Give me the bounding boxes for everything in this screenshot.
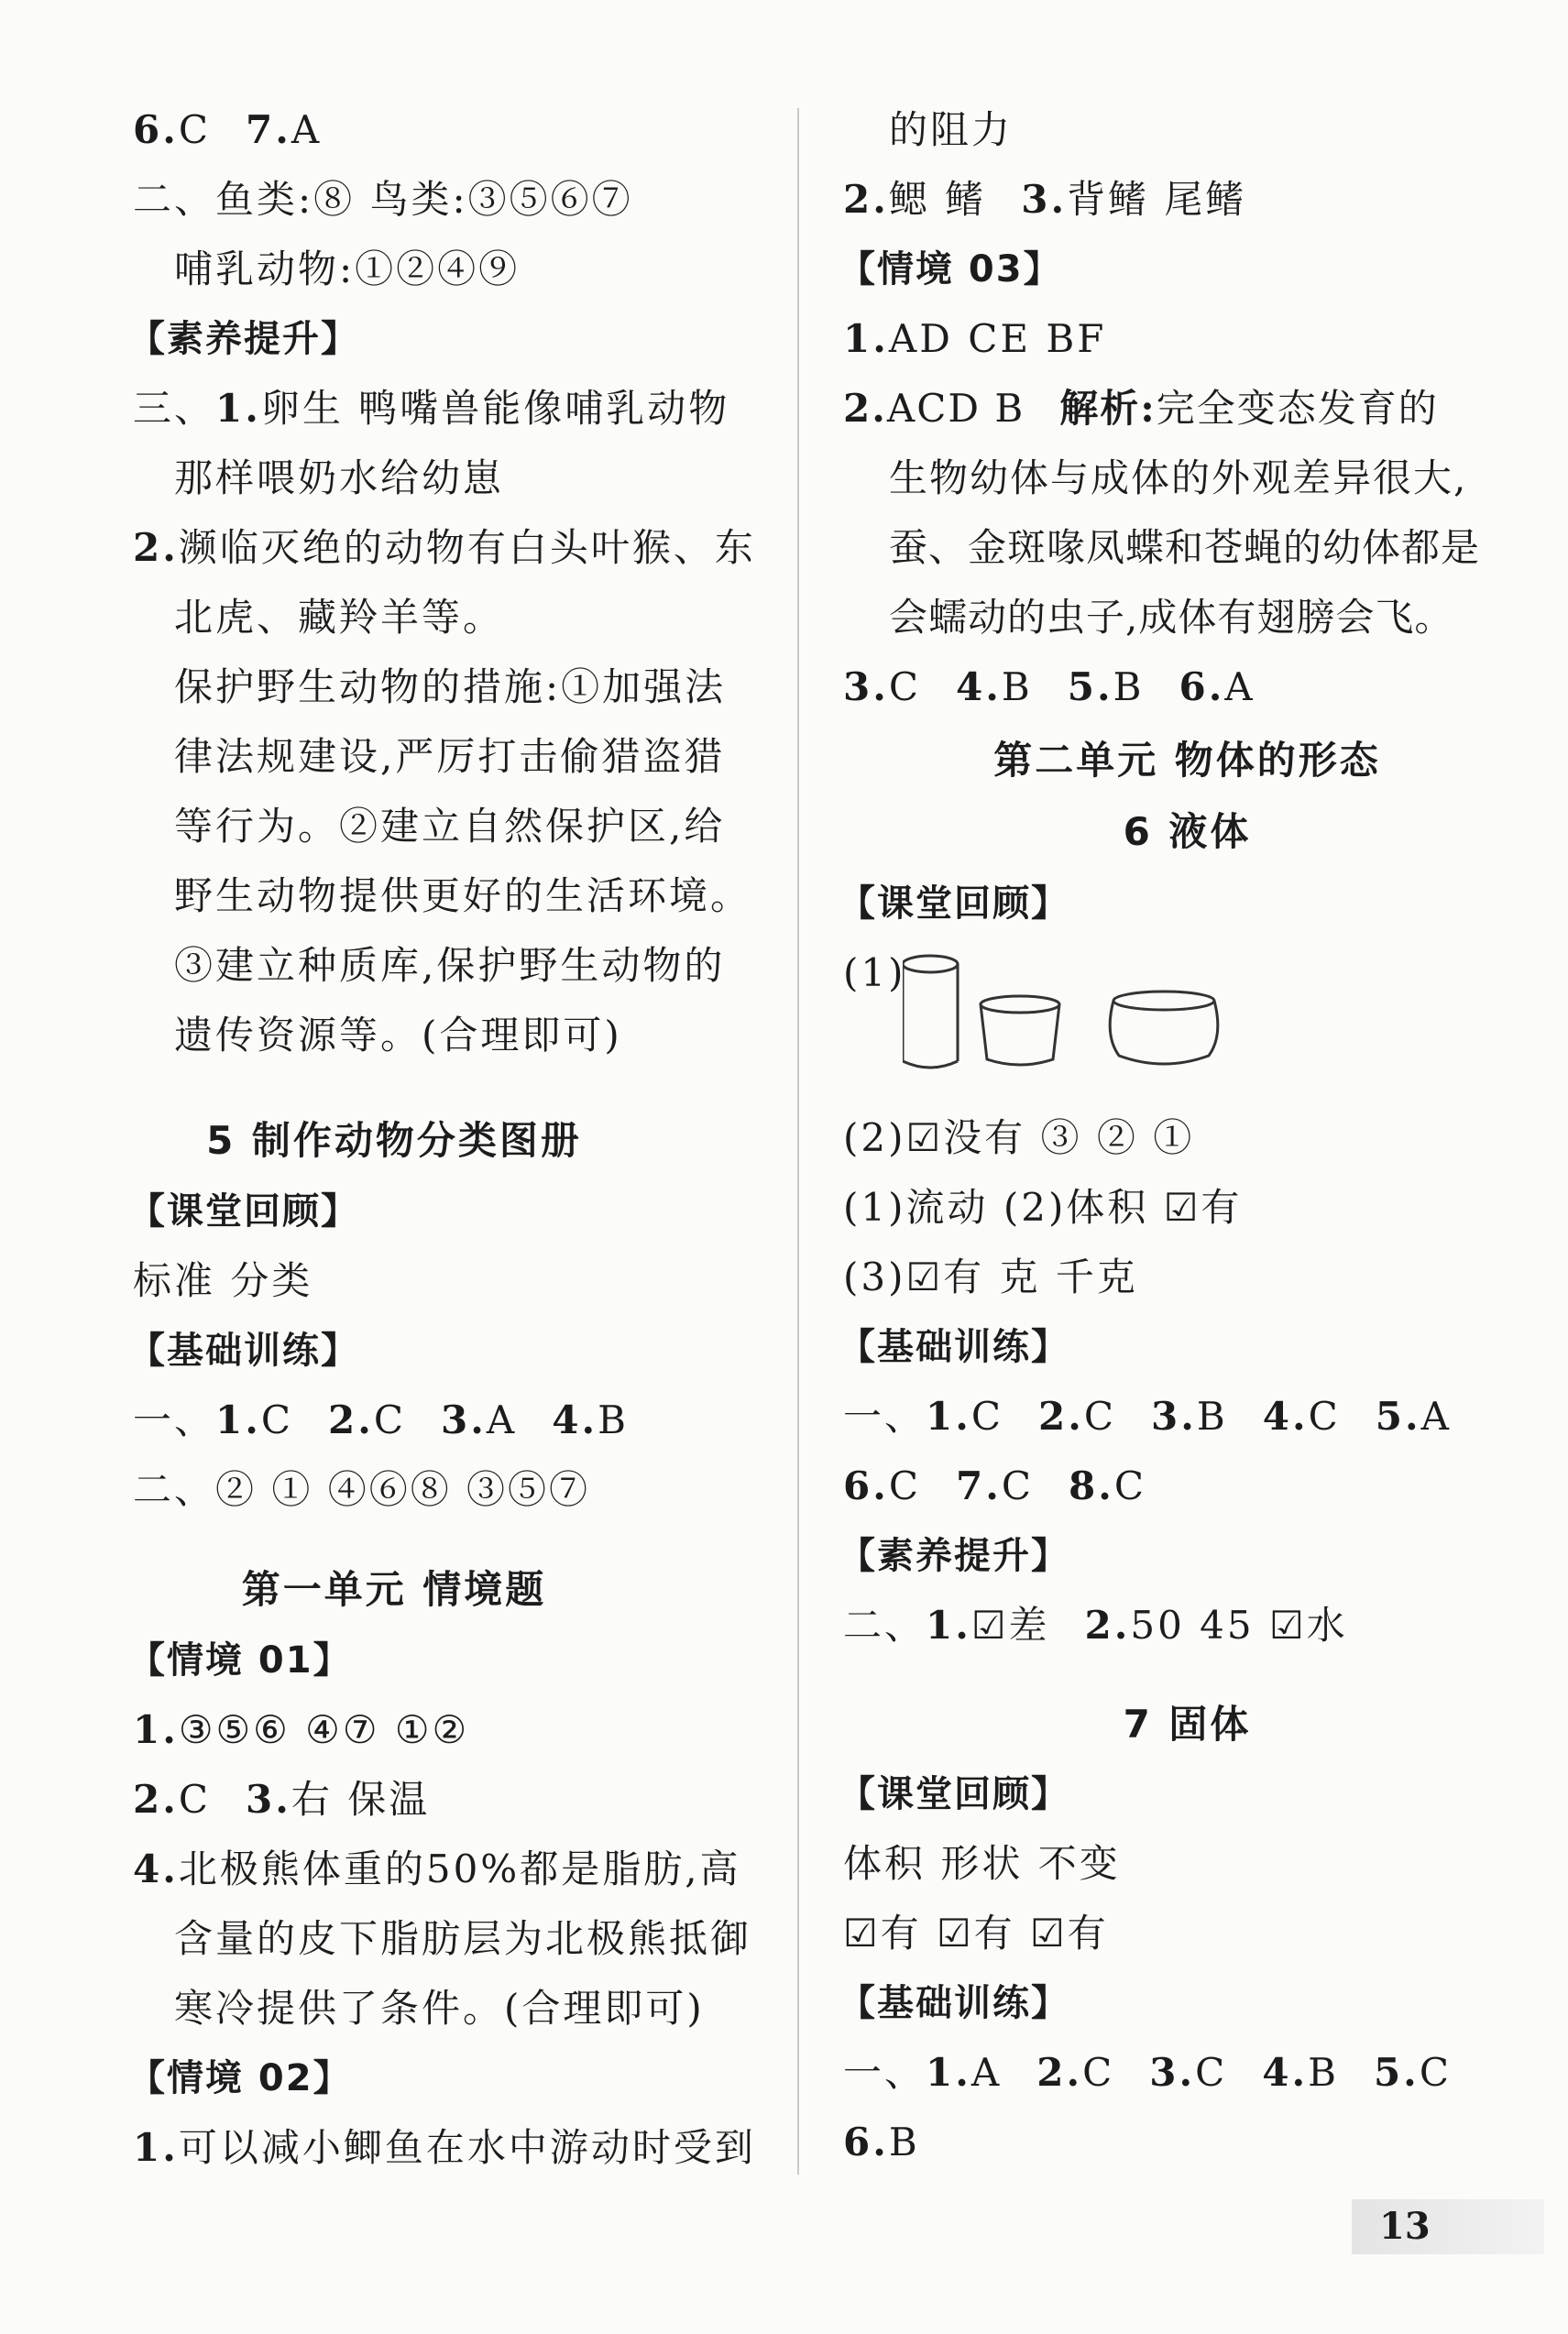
- answer-line: 蚕、金斑喙凤蝶和苍蝇的幼体都是: [889, 525, 1481, 570]
- answer-line: 二、鱼类:⑧ 鸟类:③⑤⑥⑦: [133, 177, 633, 222]
- section-heading: 【基础训练】: [839, 1982, 1069, 2024]
- answer-line: 北虎、藏羚羊等。: [174, 595, 505, 640]
- answer-line: 生物幼体与成体的外观差异很大,: [889, 455, 1468, 500]
- page-number-badge: [1352, 2199, 1544, 2254]
- answer-line: 二、② ① ④⑥⑧ ③⑤⑦: [133, 1467, 591, 1512]
- answer-line: 标准 分类: [133, 1258, 313, 1303]
- answer-line: (1): [843, 950, 906, 995]
- answer-line: 含量的皮下脂肪层为北极熊抵御: [174, 1916, 752, 1961]
- answer-line: 遗传资源等。(合理即可): [174, 1013, 622, 1057]
- answer-line: 2.鳃 鳍 3.背鳍 尾鳍: [843, 177, 1247, 222]
- answer-line: 1.可以减小鲫鱼在水中游动时受到: [133, 2125, 756, 2170]
- section-heading: 【课堂回顾】: [839, 882, 1069, 925]
- section-heading: 【素养提升】: [839, 1535, 1069, 1577]
- answer-line: 那样喂奶水给幼崽: [174, 455, 505, 500]
- unit-title: 第一单元 情境题: [241, 1567, 547, 1612]
- round-bowl-icon: [1110, 992, 1218, 1064]
- answer-line: 二、1.☑差 2.50 45 ☑水: [843, 1603, 1348, 1648]
- tall-cylinder-icon: [903, 956, 958, 1068]
- answer-line: 1.③⑤⑥ ④⑦ ①②: [133, 1707, 470, 1752]
- answer-line: 律法规建设,严厉打击偷猎盗猎: [174, 734, 726, 779]
- answer-line: 保护野生动物的措施:①加强法: [174, 664, 727, 709]
- section-heading: 【课堂回顾】: [839, 1773, 1069, 1815]
- unit-title: 第二单元 物体的形态: [993, 738, 1381, 783]
- answer-line: ☑有 ☑有 ☑有: [843, 1911, 1109, 1956]
- answer-line: 6.C 7.C 8.C: [843, 1463, 1146, 1508]
- section-heading: 【课堂回顾】: [128, 1190, 359, 1233]
- answer-line: 一、1.A 2.C 3.C 4.B 5.C: [843, 2050, 1452, 2095]
- answer-line: 会蠕动的虫子,成体有翅膀会飞。: [889, 595, 1454, 640]
- answer-line: 的阻力: [889, 107, 1014, 152]
- container-shapes-illustration: [903, 953, 1233, 1081]
- section-heading: 【情境 03】: [839, 248, 1062, 290]
- lesson-title: 5 制作动物分类图册: [206, 1118, 582, 1163]
- lesson-title: 7 固体: [1123, 1702, 1252, 1747]
- answer-line: 等行为。②建立自然保护区,给: [174, 804, 726, 849]
- section-heading: 【素养提升】: [128, 318, 359, 360]
- answer-line: 一、1.C 2.C 3.B 4.C 5.A: [843, 1394, 1452, 1439]
- section-heading: 【基础训练】: [839, 1326, 1069, 1368]
- section-heading: 【情境 01】: [128, 1639, 352, 1682]
- answer-line: 哺乳动物:①②④⑨: [174, 247, 521, 291]
- section-heading: 【基础训练】: [128, 1330, 359, 1372]
- answer-line: 野生动物提供更好的生活环境。: [174, 873, 752, 918]
- answer-line: 体积 形状 不变: [843, 1841, 1121, 1886]
- answer-line: 一、1.C 2.C 3.A 4.B: [133, 1397, 629, 1442]
- answer-line: 4.北极熊体重的50%都是脂肪,高: [133, 1846, 741, 1891]
- answer-line: 2.濒临灭绝的动物有白头叶猴、东: [133, 525, 756, 570]
- answer-line: 3.C 4.B 5.B 6.A: [843, 664, 1255, 709]
- short-cup-icon: [981, 996, 1059, 1065]
- answer-line: 6.C 7.A: [133, 107, 323, 152]
- answer-line: ③建立种质库,保护野生动物的: [174, 943, 726, 988]
- section-heading: 【情境 02】: [128, 2057, 352, 2099]
- column-divider: [797, 108, 799, 2175]
- answer-line: (3)☑有 克 千克: [843, 1255, 1138, 1299]
- page-number: 13: [1379, 2205, 1431, 2248]
- answer-line: 2.C 3.右 保温: [133, 1777, 431, 1822]
- answer-line: (2)☑没有 ③ ② ①: [843, 1115, 1195, 1160]
- answer-line: 2.ACD B 解析:完全变态发育的: [843, 386, 1439, 431]
- answer-line: 寒冷提供了条件。(合理即可): [174, 1986, 705, 2031]
- answer-line: 三、1.卵生 鸭嘴兽能像哺乳动物: [133, 386, 730, 431]
- answer-line: 1.AD CE BF: [843, 316, 1107, 361]
- lesson-title: 6 液体: [1123, 809, 1252, 854]
- answer-line: (1)流动 (2)体积 ☑有: [843, 1185, 1243, 1230]
- answer-line: 6.B: [843, 2120, 920, 2164]
